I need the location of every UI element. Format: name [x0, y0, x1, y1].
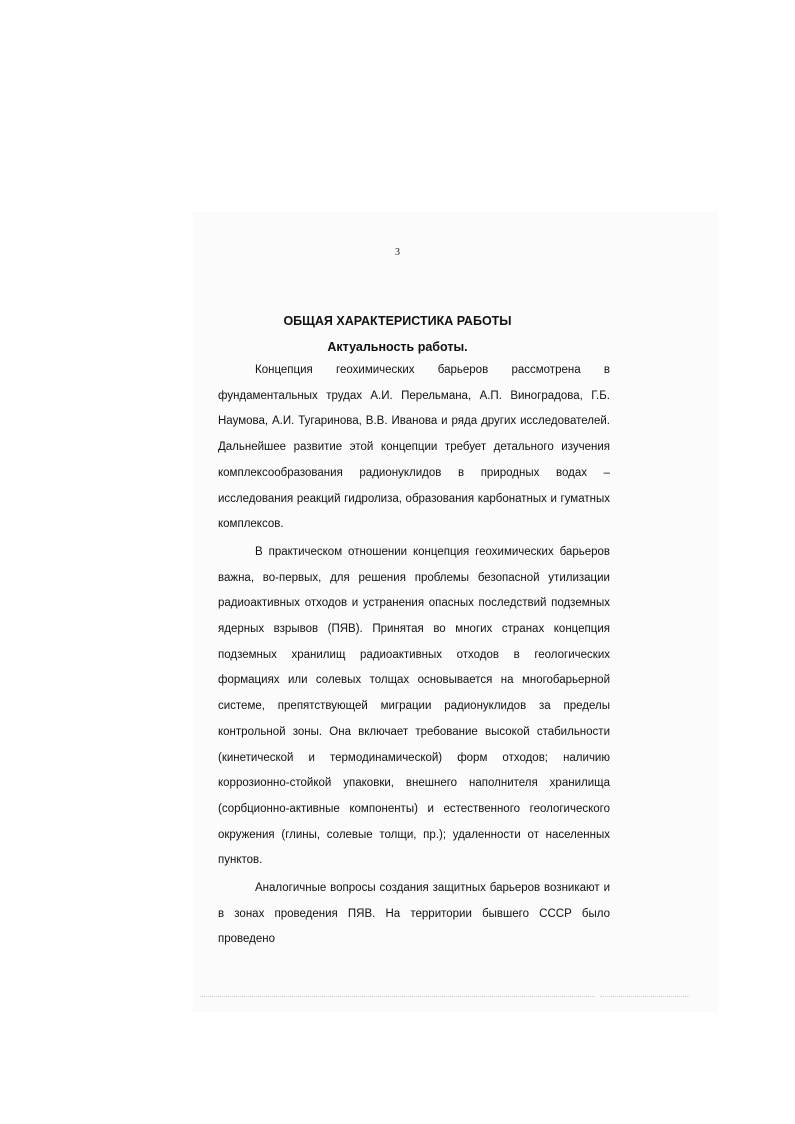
paragraph-1: Концепция геохимических барьеров рассмотрена в фундаментальных трудах А.И. Перельмана, А.П. Виноградова, Г.Б. Наумова, А.И. Тугаринова, В.В. Иванова и ряда других исследователей. Дальнейшее развитие этой концепции требует детального изучения комплексообразования радионуклидов в природных водах – исследования реакций гидролиза, образования карбонатных и гуматных комплексов.: [218, 364, 610, 531]
page-number: 3: [395, 247, 400, 258]
body-text: [218, 358, 610, 953]
scan-edge-right: [600, 996, 690, 998]
paragraph-3: Аналогичные вопросы создания защитных барьеров возникают и в зонах проведения ПЯВ. На территории бывшего СССР было проведено: [218, 882, 610, 946]
section-title: Актуальность работы.: [327, 340, 468, 354]
paragraph-2: В практическом отношении концепция геохимических барьеров важна, во-первых, для решения проблемы безопасной утилизации радиоактивных отходов и устранения опасных последствий подземных ядерных взрывов (ПЯВ). Принятая во многих странах концепция подземных хранилищ радиоактивных отходов в геологических формациях или солевых толщах основывается на многобарьерной системе, препятствующей миграции радионуклидов за пределы контрольной зоны. Она включает требование высокой стабильности (кинетической и термодинамической) форм отходов; наличию коррозионно-стойкой упаковки, внешнего наполнителя хранилища (сорбционно-активные компоненты) и естественного геологического окружения (глины, солевые толщи, пр.); удаленности от населенных пунктов.: [218, 545, 610, 867]
document-title: ОБЩАЯ ХАРАКТЕРИСТИКА РАБОТЫ: [283, 314, 512, 328]
scan-edge-left: [200, 996, 595, 998]
